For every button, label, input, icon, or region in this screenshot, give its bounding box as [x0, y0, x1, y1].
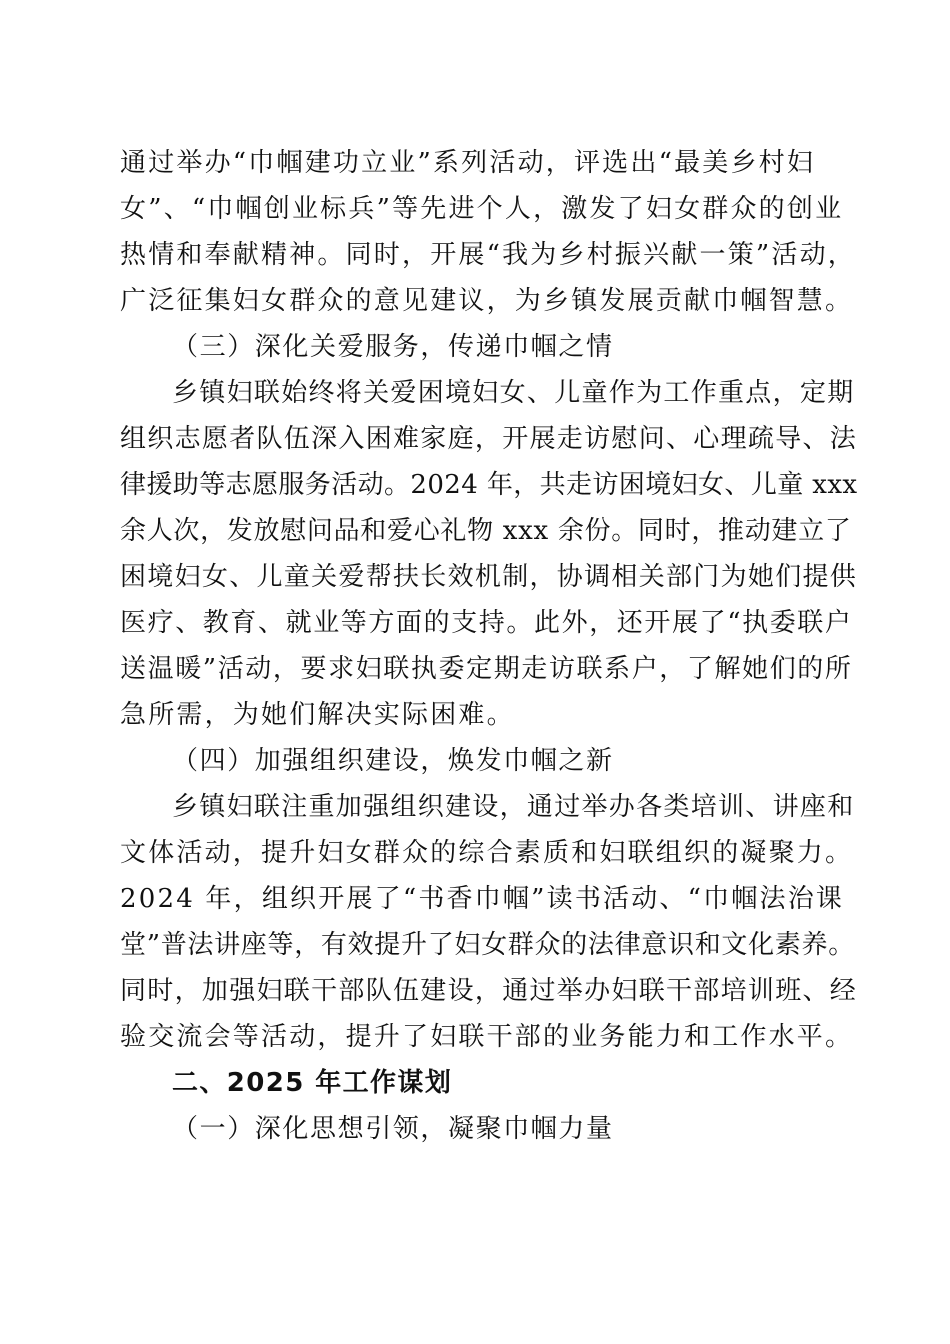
paragraph-line: 医疗、教育、就业等方面的支持。此外，还开展了“执委联户	[120, 608, 853, 638]
paragraph-line: 通过举办“巾帼建功立业”系列活动，评选出“最美乡村妇	[120, 148, 816, 178]
paragraph-line: 热情和奉献精神。同时，开展“我为乡村振兴献一策”活动，	[120, 240, 856, 270]
section-heading: （一）深化思想引领，凝聚巾帼力量	[172, 1114, 614, 1144]
paragraph-line: 困境妇女、儿童关爱帮扶长效机制，协调相关部门为她们提供	[120, 562, 858, 592]
paragraph-line: 急所需，为她们解决实际困难。	[120, 700, 515, 730]
paragraph-line: 乡镇妇联注重加强组织建设，通过举办各类培训、讲座和	[172, 792, 855, 822]
section-heading: （三）深化关爱服务，传递巾帼之情	[172, 332, 614, 362]
paragraph-line: 律援助等志愿服务活动。2024 年，共走访困境妇女、儿童 xxx	[120, 470, 858, 500]
paragraph-line: 广泛征集妇女群众的意见建议，为乡镇发展贡献巾帼智慧。	[120, 286, 854, 316]
chapter-heading: 二、2025 年工作谋划	[172, 1068, 453, 1098]
section-heading: （四）加强组织建设，焕发巾帼之新	[172, 746, 614, 776]
paragraph-line: 2024 年，组织开展了“书香巾帼”读书活动、“巾帼法治课	[120, 884, 845, 914]
paragraph-line: 同时，加强妇联干部队伍建设，通过举办妇联干部培训班、经	[120, 976, 858, 1006]
paragraph-line: 堂”普法讲座等，有效提升了妇女群众的法律意识和文化素养。	[120, 930, 855, 960]
paragraph-line: 组织志愿者队伍深入困难家庭，开展走访慰问、心理疏导、法	[120, 424, 858, 454]
paragraph-line: 女”、“巾帼创业标兵”等先进个人，激发了妇女群众的创业	[120, 194, 844, 224]
paragraph-line: 乡镇妇联始终将关爱困境妇女、儿童作为工作重点，定期	[172, 378, 855, 408]
paragraph-line: 余人次，发放慰问品和爱心礼物 xxx 余份。同时，推动建立了	[120, 516, 852, 546]
paragraph-line: 验交流会等活动，提升了妇联干部的业务能力和工作水平。	[120, 1022, 854, 1052]
paragraph-line: 文体活动，提升妇女群众的综合素质和妇联组织的凝聚力。	[120, 838, 854, 868]
paragraph-line: 送温暖”活动，要求妇联执委定期走访联系户，了解她们的所	[120, 654, 853, 684]
